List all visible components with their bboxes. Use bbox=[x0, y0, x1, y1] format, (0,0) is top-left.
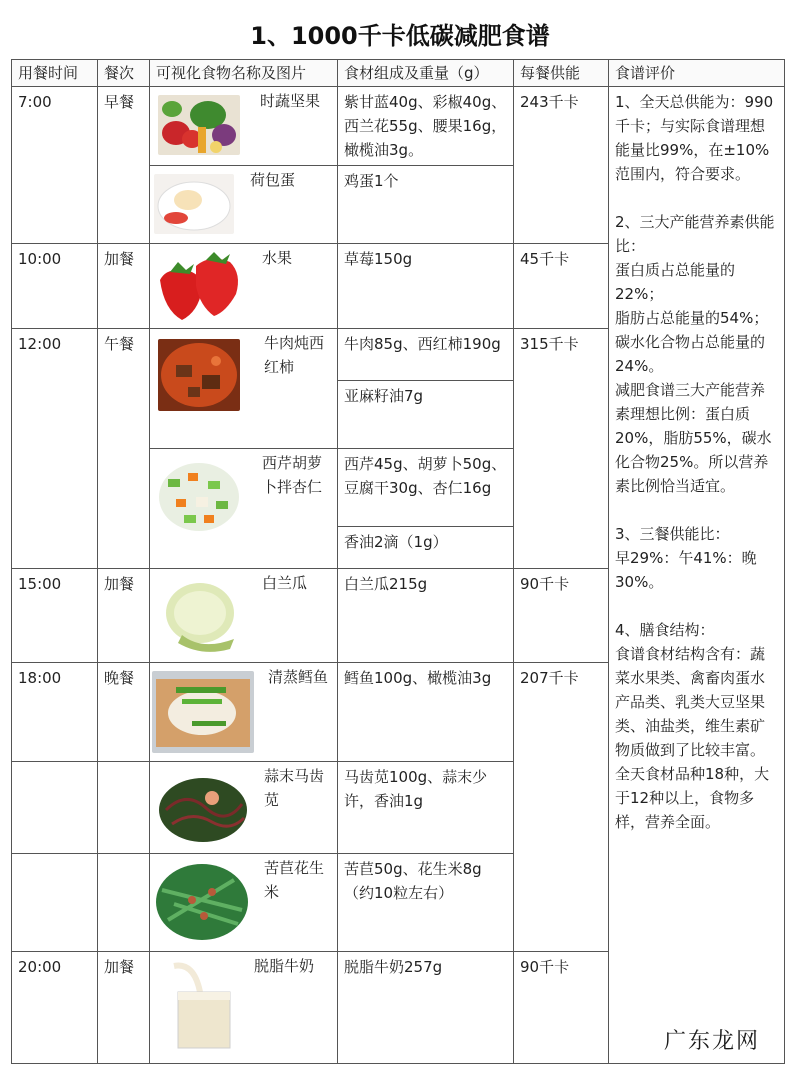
evaluation-cell bbox=[609, 87, 785, 1064]
energy-cell: 90千卡 bbox=[514, 569, 609, 663]
purslane-image bbox=[156, 770, 250, 846]
energy-cell: 45千卡 bbox=[514, 244, 609, 329]
honeydew-melon-image bbox=[162, 579, 242, 655]
food-cell bbox=[150, 762, 338, 854]
evaluation-text: 1、全天总供能为：990千卡；与实际食谱理想能量比99%，在±10%范围内，符合要求。 bbox=[615, 93, 774, 183]
skim-milk-image bbox=[164, 962, 238, 1052]
header-ingredients: 食材组成及重量（g） bbox=[338, 60, 514, 87]
food-cell bbox=[150, 569, 338, 663]
header-evaluation: 食谱评价 bbox=[609, 60, 785, 87]
food-name: 蒜末马齿苋 bbox=[264, 767, 325, 809]
watermark: 广东龙网 bbox=[663, 1029, 760, 1054]
time-cell: 15:00 bbox=[12, 569, 98, 663]
meal-cell: 午餐 bbox=[98, 329, 150, 569]
table-row bbox=[12, 87, 785, 166]
evaluation-text: 食谱食材结构含有：蔬菜水果类、禽畜肉蛋水产品类、乳类大豆坚果类、油盐类，维生素矿物质做到了比较丰富。 bbox=[615, 645, 766, 759]
evaluation-text: 蛋白质占总能量的22%； bbox=[615, 261, 736, 303]
fried-egg-image bbox=[154, 174, 234, 234]
time-cell: 7:00 bbox=[12, 87, 98, 244]
food-cell bbox=[150, 449, 338, 569]
recipe-table bbox=[11, 59, 785, 1064]
meal-cell: 加餐 bbox=[98, 952, 150, 1064]
time-cell-empty bbox=[12, 854, 98, 952]
ingredients-cell: 牛肉85g、西红柿190g bbox=[338, 329, 514, 381]
evaluation-text: 脂肪占总能量的54%； bbox=[615, 309, 769, 327]
beef-tomato-stew-image bbox=[158, 339, 240, 411]
ingredients-cell: 亚麻籽油7g bbox=[338, 381, 514, 449]
header-time: 用餐时间 bbox=[12, 60, 98, 87]
energy-cell: 90千卡 bbox=[514, 952, 609, 1064]
time-cell: 10:00 bbox=[12, 244, 98, 329]
ingredients-cell: 鳕鱼100g、橄榄油3g bbox=[338, 663, 514, 762]
ingredients-cell: 香油2滴（1g） bbox=[338, 527, 514, 569]
page-title: 1、1000千卡低碳减肥食谱 bbox=[250, 22, 550, 50]
ingredients-cell: 苦苣50g、花生米8g（约10粒左右） bbox=[338, 854, 514, 952]
evaluation-text: 3、三餐供能比： bbox=[615, 525, 730, 543]
food-name: 清蒸鳕鱼 bbox=[268, 668, 329, 686]
evaluation-text: 2、三大产能营养素供能比： bbox=[615, 213, 775, 255]
food-cell bbox=[150, 166, 338, 244]
evaluation-text: 减肥食谱三大产能营养素理想比例：蛋白质20%，脂肪55%，碳水化合物25%。所以营养素比例恰当适宜。 bbox=[615, 381, 772, 495]
food-name: 牛肉炖西红柿 bbox=[264, 334, 325, 376]
food-name: 水果 bbox=[262, 249, 293, 267]
time-cell-empty bbox=[12, 762, 98, 854]
energy-cell: 207千卡 bbox=[514, 663, 609, 952]
table-header-row bbox=[12, 60, 785, 87]
ingredients-cell: 白兰瓜215g bbox=[338, 569, 514, 663]
meal-cell: 晚餐 bbox=[98, 663, 150, 762]
time-cell: 12:00 bbox=[12, 329, 98, 569]
evaluation-text: 碳水化合物占总能量的24%。 bbox=[615, 333, 766, 375]
food-name: 苦苣花生米 bbox=[264, 859, 325, 901]
ingredients-cell: 草莓150g bbox=[338, 244, 514, 329]
meal-cell: 加餐 bbox=[98, 569, 150, 663]
meal-cell-empty bbox=[98, 762, 150, 854]
food-cell bbox=[150, 329, 338, 449]
energy-cell: 315千卡 bbox=[514, 329, 609, 569]
food-cell bbox=[150, 87, 338, 166]
food-cell bbox=[150, 244, 338, 329]
strawberry-image bbox=[156, 250, 242, 322]
ingredients-cell: 鸡蛋1个 bbox=[338, 166, 514, 244]
time-cell: 20:00 bbox=[12, 952, 98, 1064]
ingredients-cell: 西芹45g、胡萝卜50g、豆腐干30g、杏仁16g bbox=[338, 449, 514, 527]
food-name: 白兰瓜 bbox=[262, 574, 308, 592]
header-food: 可视化食物名称及图片 bbox=[150, 60, 338, 87]
meal-cell: 加餐 bbox=[98, 244, 150, 329]
ingredients-cell: 马齿苋100g、蒜末少许，香油1g bbox=[338, 762, 514, 854]
food-cell bbox=[150, 663, 338, 762]
ingredients-cell: 紫甘蓝40g、彩椒40g、西兰花55g、腰果16g，橄榄油3g。 bbox=[338, 87, 514, 166]
food-cell bbox=[150, 854, 338, 952]
vegetables-image bbox=[158, 95, 240, 155]
evaluation-text: 4、膳食结构： bbox=[615, 621, 715, 639]
evaluation-text: 早29%：午41%：晚30%。 bbox=[615, 549, 757, 591]
time-cell: 18:00 bbox=[12, 663, 98, 762]
ingredients-cell: 脱脂牛奶257g bbox=[338, 952, 514, 1064]
header-meal: 餐次 bbox=[98, 60, 150, 87]
evaluation-text: 全天食材品种18种，大于12种以上，食物多样，营养全面。 bbox=[615, 765, 770, 831]
food-name: 时蔬坚果 bbox=[260, 92, 321, 110]
meal-cell-empty bbox=[98, 854, 150, 952]
meal-cell: 早餐 bbox=[98, 87, 150, 244]
header-energy: 每餐供能 bbox=[514, 60, 609, 87]
steamed-cod-image bbox=[152, 671, 254, 753]
food-name: 脱脂牛奶 bbox=[254, 957, 315, 975]
celery-carrot-salad-image bbox=[158, 459, 240, 535]
food-cell bbox=[150, 952, 338, 1064]
food-name: 荷包蛋 bbox=[250, 171, 296, 189]
food-name: 西芹胡萝卜拌杏仁 bbox=[262, 454, 323, 496]
energy-cell: 243千卡 bbox=[514, 87, 609, 244]
endive-peanut-image bbox=[154, 860, 250, 944]
